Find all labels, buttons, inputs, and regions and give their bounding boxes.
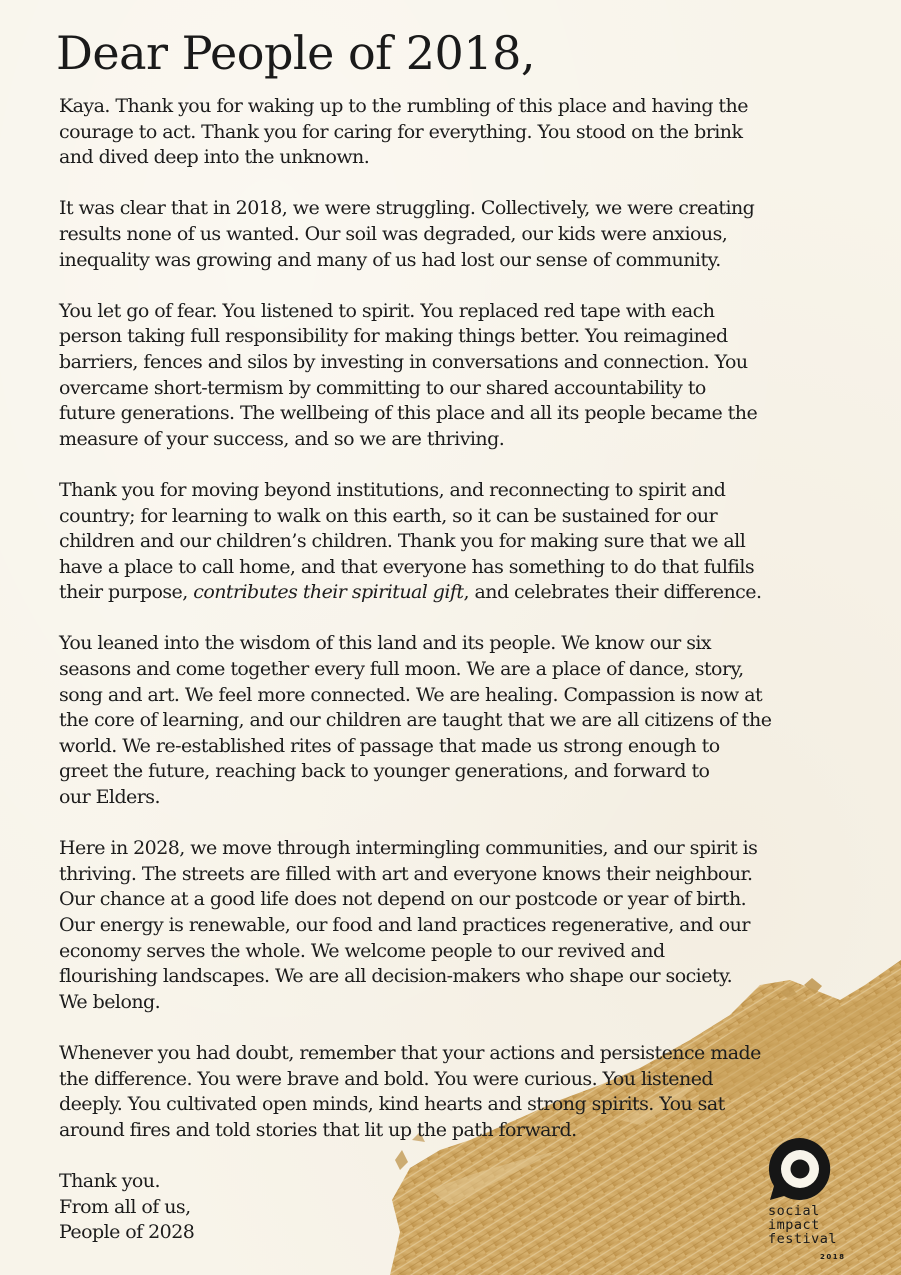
paragraph-3: You let go of fear. You listened to spirit. You replaced red tape with each person taking full responsibility for making things better. You reimagined barriers, fences and silos by investing in conversations and connection. You overcame short-termism by committing to our shared accountability to future generations. The wellbeing of this place and all its people became the measure of your success, and so we are thriving. — [59, 299, 758, 450]
paragraph-5: You leaned into the wisdom of this land and its people. We know our six seasons and come together every full moon. We are a place of dance, story, song and art. We feel more connected. We are healing. Compassion is now at the core of learning, and our children are taught that we are all citizens of the world. We re-established rites of passage that made us strong enough to greet the future, reaching back to younger generations, and forward to our Elders. — [59, 632, 772, 809]
logo-year: 2018 — [820, 1253, 846, 1261]
paragraph-4 — [59, 478, 859, 606]
closing-signature: Thank you. From all of us, People of 2028 — [59, 1169, 195, 1244]
paragraph-6: Here in 2028, we move through intermingling communities, and our spirit is thriving. The streets are filled with art and everyone knows their neighbour. Our chance at a good life does not depend on our postcode or year of birth. Our energy is renewable, our food and land practices regenerative, and our economy serves the whole. We welcome people to our revived and flourishing landscapes. We are all decision-makers who shape our society. We belong. — [59, 837, 758, 1013]
paragraph-2: It was clear that in 2018, we were struggling. Collectively, we were creating results none of us wanted. Our soil was degraded, our kids were anxious, inequality was growing and many of us had lost our sense of community. — [59, 197, 755, 271]
logo-word-impact: impact — [768, 1217, 820, 1233]
social-impact-festival-logo — [764, 1136, 854, 1266]
paragraph-4-end: , and celebrates their difference. — [463, 581, 762, 604]
paragraph-1: Kaya. Thank you for waking up to the rumbling of this place and having the courage to act. Thank you for caring for everything. You stood on the brink and dived deep into the unknown. — [59, 95, 748, 169]
logo-word-social: social — [768, 1203, 820, 1219]
letter-body — [59, 94, 859, 1246]
paragraph-4-start: Thank you for moving beyond institutions, and reconnecting to spirit and country; for learning to walk on this earth, so it can be sustained for our children and our children’s children. Thank you for making sure that we all have a place to call home, and that everyone has something to do that fulfils their purpose, — [59, 478, 755, 604]
logo-word-festival: festival — [768, 1231, 838, 1247]
paragraph-7: Whenever you had doubt, remember that your actions and persistence made the difference. You were brave and bold. You were curious. You listened deeply. You cultivated open minds, kind hearts and strong spirits. You sat around fires and told stories that lit up the path forward. — [59, 1041, 761, 1141]
speech-bubble-eye-icon — [764, 1136, 854, 1206]
logo-wordmark — [768, 1204, 837, 1246]
paragraph-4-emphasis: contributes their spiritual gift — [193, 581, 464, 604]
letter-title: Dear People of 2018, — [56, 26, 535, 80]
